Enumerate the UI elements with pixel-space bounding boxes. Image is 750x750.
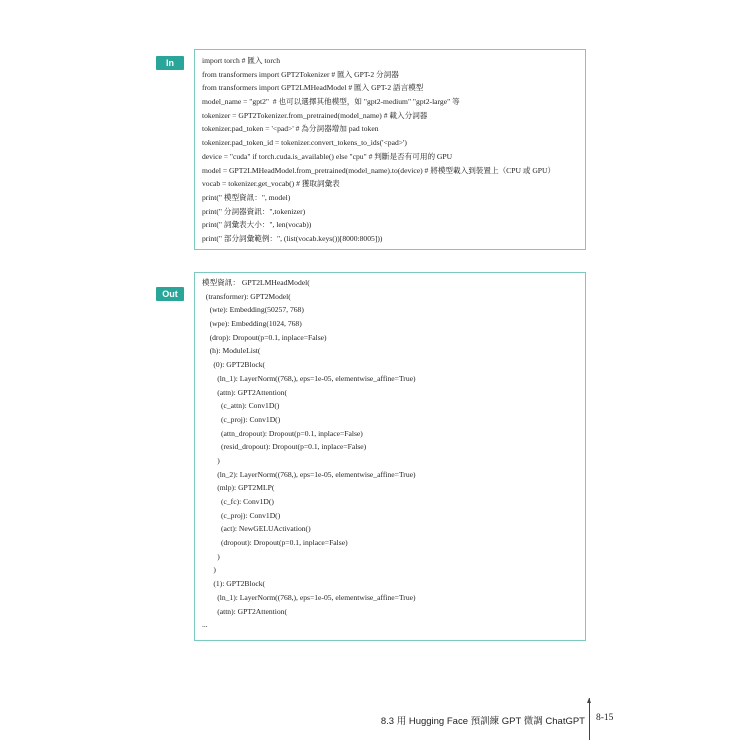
code-line: print(" 分詞器資訊：",tokenizer) xyxy=(202,206,306,216)
code-input-box xyxy=(194,49,586,250)
output-line: (c_attn): Conv1D() xyxy=(202,401,280,411)
code-output-box xyxy=(194,272,586,641)
code-line: print(" 詞彙表大小：", len(vocab)) xyxy=(202,220,312,230)
output-line: (attn): GPT2Attention( xyxy=(202,387,287,397)
code-line: tokenizer.pad_token = '<pad>' # 為分詞器增加 pad token xyxy=(202,124,379,134)
out-label: Out xyxy=(156,287,184,301)
in-label: In xyxy=(156,56,184,70)
code-line: from transformers import GPT2LMHeadModel # 匯入 GPT-2 語言模型 xyxy=(202,83,424,93)
output-line: (transformer): GPT2Model( xyxy=(202,291,291,301)
code-line: from transformers import GPT2Tokenizer # 匯入 GPT-2 分詞器 xyxy=(202,69,399,79)
output-line: (attn): GPT2Attention( xyxy=(202,606,287,616)
code-line: tokenizer.pad_token_id = tokenizer.convert_tokens_to_ids('<pad>') xyxy=(202,138,407,148)
output-line: (ln_1): LayerNorm((768,), eps=1e-05, elementwise_affine=True) xyxy=(202,592,416,602)
page-number: 8-15 xyxy=(596,713,614,723)
output-line: (1): GPT2Block( xyxy=(202,579,266,589)
output-line: (c_proj): Conv1D() xyxy=(202,510,281,520)
code-line: print(" 部分詞彙範例：", (list(vocab.keys())[8000:8005])) xyxy=(202,233,383,243)
output-line: (ln_2): LayerNorm((768,), eps=1e-05, elementwise_affine=True) xyxy=(202,469,416,479)
output-line: (resid_dropout): Dropout(p=0.1, inplace=False) xyxy=(202,442,367,452)
footer-divider xyxy=(589,698,590,740)
output-line: (c_fc): Conv1D() xyxy=(202,497,274,506)
code-line: model = GPT2LMHeadModel.from_pretrained(model_name).to(device) # 將模型載入到裝置上（CPU 或 GPU） xyxy=(202,165,556,175)
output-line: (dropout): Dropout(p=0.1, inplace=False) xyxy=(202,538,348,548)
code-line: device = "cuda" if torch.cuda.is_available() else "cpu" # 判斷是否有可用的 GPU xyxy=(202,151,453,161)
output-line: (drop): Dropout(p=0.1, inplace=False) xyxy=(202,332,327,342)
output-line: ... xyxy=(202,620,208,630)
code-line: print(" 模型資訊：", model) xyxy=(202,192,291,202)
output-line: ) xyxy=(202,455,220,465)
code-line: import torch # 匯入 torch xyxy=(202,56,281,65)
output-line: (attn_dropout): Dropout(p=0.1, inplace=False) xyxy=(202,428,363,438)
output-line: 模型資訊： GPT2LMHeadModel( xyxy=(202,278,310,287)
output-line: (act): NewGELUActivation() xyxy=(202,524,311,534)
footer-section-title: 8.3 用 Hugging Face 預訓練 GPT 微調 ChatGPT xyxy=(380,716,585,727)
output-line: (mlp): GPT2MLP( xyxy=(202,483,275,493)
output-line: ) xyxy=(202,565,216,575)
output-line: (c_proj): Conv1D() xyxy=(202,414,281,424)
output-line: (h): ModuleList( xyxy=(202,346,261,356)
output-line: (wte): Embedding(50257, 768) xyxy=(202,305,304,315)
code-line: tokenizer = GPT2Tokenizer.from_pretrained(model_name) # 載入分詞器 xyxy=(202,110,428,120)
output-line: (wpe): Embedding(1024, 768) xyxy=(202,319,302,329)
code-line: vocab = tokenizer.get_vocab() # 獲取詞彙表 xyxy=(202,179,340,189)
code-line: model_name = "gpt2" # 也可以選擇其他模型，如 "gpt2-medium" "gpt2-large" 等 xyxy=(202,97,460,107)
output-line: ) xyxy=(202,551,220,561)
output-line: (0): GPT2Block( xyxy=(202,360,266,370)
output-line: (ln_1): LayerNorm((768,), eps=1e-05, elementwise_affine=True) xyxy=(202,373,416,383)
